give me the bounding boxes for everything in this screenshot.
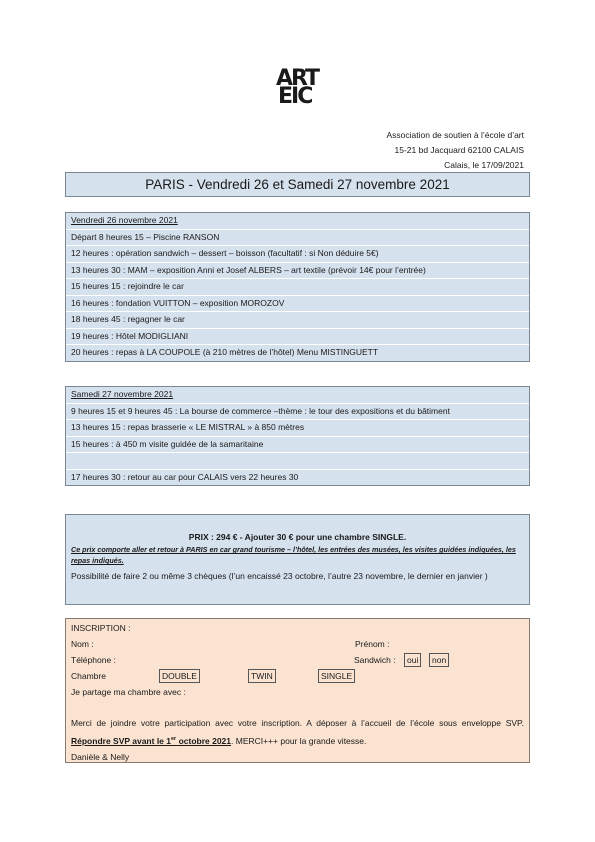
- day2-item: 9 heures 15 et 9 heures 45 : La bourse de commerce –thème : le tour des expositions et du bâtiment: [66, 404, 529, 421]
- letter-date: Calais, le 17/09/2021: [444, 160, 524, 170]
- price-box: [65, 514, 530, 605]
- day1-program: [65, 212, 530, 362]
- page-title: PARIS - Vendredi 26 et Samedi 27 novembre 2021: [65, 172, 530, 197]
- sender-block: [387, 128, 525, 173]
- chambre-double-option[interactable]: DOUBLE: [159, 669, 200, 683]
- inscription-form: [65, 618, 530, 763]
- logo: [276, 66, 322, 110]
- price-note: Ce prix comporte aller et retour à PARIS en car grand tourisme – l’hôtel, les entrées des musées, les visites guidées indiquées, les repas indiqués.: [71, 545, 516, 565]
- instructions-text: Merci de joindre votre participation avec votre inscription. A déposer à l’accueil de l’école sous enveloppe SVP.: [71, 718, 524, 728]
- deadline: Répondre SVP avant le 1er octobre 2021: [71, 735, 232, 746]
- day1-item: 20 heures : repas à LA COUPOLE (à 210 mètres de l’hôtel) Menu MISTINGUETT: [71, 347, 379, 357]
- association-address: 15-21 bd Jacquard 62100 CALAIS: [394, 145, 524, 155]
- association-name: Association de soutien à l’école d’art: [386, 130, 524, 140]
- day1-item: Départ 8 heures 15 – Piscine RANSON: [66, 230, 529, 247]
- day1-item: 12 heures : opération sandwich – dessert – boisson (facultatif : si Non déduire 5€): [66, 246, 529, 263]
- day1-item: 15 heures 15 : rejoindre le car: [66, 279, 529, 296]
- day1-item: 13 heures 30 : MAM – exposition Anni et Josef ALBERS – art textile (prévoir 14€ pour l’entrée): [66, 263, 529, 280]
- day1-item: 16 heures : fondation VUITTON – exposition MOROZOV: [66, 296, 529, 313]
- telephone-label: Téléphone :: [71, 655, 116, 665]
- day1-heading: Vendredi 26 novembre 2021: [66, 213, 529, 230]
- thanks-text: . MERCI+++ pour la grande vitesse.: [231, 735, 367, 746]
- inscription-heading: INSCRIPTION :: [71, 623, 131, 633]
- day2-item: 15 heures : à 450 m visite guidée de la samaritaine: [66, 437, 529, 454]
- signature: Danièle & Nelly: [71, 751, 130, 762]
- nom-label: Nom :: [71, 639, 94, 649]
- sandwich-oui-option[interactable]: oui: [404, 653, 421, 667]
- day2-item-empty: [66, 453, 529, 470]
- payment-info: Possibilité de faire 2 ou même 3 chèques (l’un encaissé 23 octobre, l’autre 23 novembre, le dernier en janvier ): [71, 571, 488, 581]
- sandwich-label: Sandwich :: [354, 655, 396, 665]
- day2-item: 17 heures 30 : retour au car pour CALAIS vers 22 heures 30: [71, 471, 299, 482]
- day1-item: 18 heures 45 : regagner le car: [66, 312, 529, 329]
- day1-item: 19 heures : Hôtel MODIGLIANI: [66, 329, 529, 346]
- prenom-label: Prénom :: [355, 639, 390, 649]
- day2-item: 13 heures 15 : repas brasserie « LE MISTRAL » à 850 mètres: [66, 420, 529, 437]
- day2-program: [65, 386, 530, 486]
- chambre-label: Chambre: [71, 671, 106, 681]
- partage-label: Je partage ma chambre avec :: [71, 687, 186, 697]
- chambre-twin-option[interactable]: TWIN: [248, 669, 276, 683]
- price-main: PRIX : 294 € - Ajouter 30 € pour une chambre SINGLE.: [188, 532, 407, 542]
- chambre-single-option[interactable]: SINGLE: [318, 669, 355, 683]
- sandwich-non-option[interactable]: non: [429, 653, 449, 667]
- logo-line-2: EIC: [278, 84, 312, 110]
- day2-heading: Samedi 27 novembre 2021: [66, 387, 529, 404]
- instructions: [71, 715, 524, 765]
- logo-line-1: ART: [276, 66, 318, 91]
